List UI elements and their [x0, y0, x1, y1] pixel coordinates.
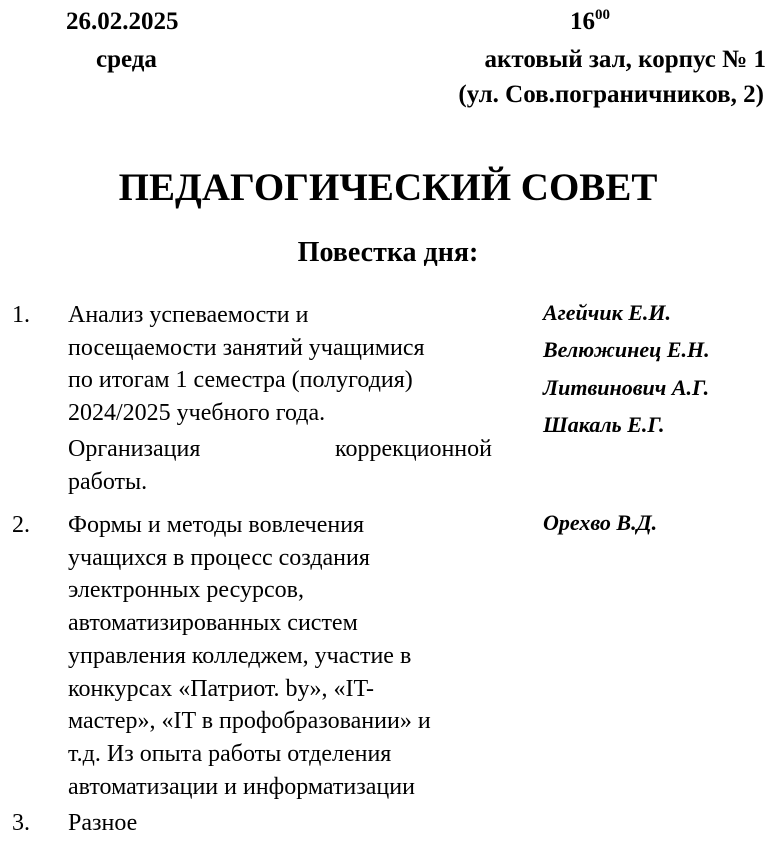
item-number: 1. [12, 302, 30, 328]
item-subline: работы. [68, 468, 148, 495]
item-number: 2. [12, 512, 30, 538]
document-title: ПЕДАГОГИЧЕСКИЙ СОВЕТ [118, 166, 658, 209]
item-line: т.д. Из опыта работы отделения [68, 740, 392, 767]
item-line: 2024/2025 учебного года. [68, 400, 326, 427]
item-line: конкурсах «Патриот. by», «IT- [68, 675, 374, 702]
item-subline: Организация коррекционной [68, 436, 492, 462]
agenda-heading: Повестка дня: [297, 237, 479, 268]
item-number: 3. [12, 810, 30, 836]
speakers-list [543, 294, 710, 443]
speaker-name: Шакаль Е.Г. [543, 411, 665, 437]
item-line: Анализ успеваемости и [68, 302, 309, 328]
item-line: автоматизированных систем [68, 610, 358, 637]
item-subtext [68, 433, 492, 498]
meeting-weekday: среда [96, 46, 157, 73]
meeting-time [570, 7, 610, 40]
item-line: по итогам 1 семестра (полугодия) [68, 367, 413, 394]
item-line: посещаемости занятий учащимися [68, 334, 425, 361]
meeting-date: 26.02.2025 [66, 8, 179, 35]
time-minutes: 00 [595, 7, 610, 23]
item-line: учащихся в процесс создания [68, 544, 370, 571]
speaker-name: Велюжинец Е.Н. [543, 337, 710, 363]
speaker-name: Агейчик Е.И. [543, 300, 672, 325]
item-text [68, 807, 492, 840]
item-line: Разное [68, 810, 138, 836]
item-text [68, 509, 492, 803]
item-line: электронных ресурсов, [68, 577, 305, 604]
item-line: мастер», «IT в профобразовании» и [68, 708, 431, 735]
meeting-venue: актовый зал, корпус № 1 [484, 46, 766, 73]
speaker-name: Литвинович А.Г. [543, 374, 710, 400]
item-line: автоматизации и информатизации [68, 773, 415, 800]
item-line: управления колледжем, участие в [68, 642, 412, 669]
speakers-list [543, 504, 657, 541]
item-text [68, 299, 492, 430]
venue-address: (ул. Сов.пограничников, 2) [458, 81, 764, 108]
time-hour: 16 [570, 8, 595, 35]
item-line: Формы и методы вовлечения [68, 512, 365, 538]
speaker-name: Орехво В.Д. [543, 510, 658, 535]
